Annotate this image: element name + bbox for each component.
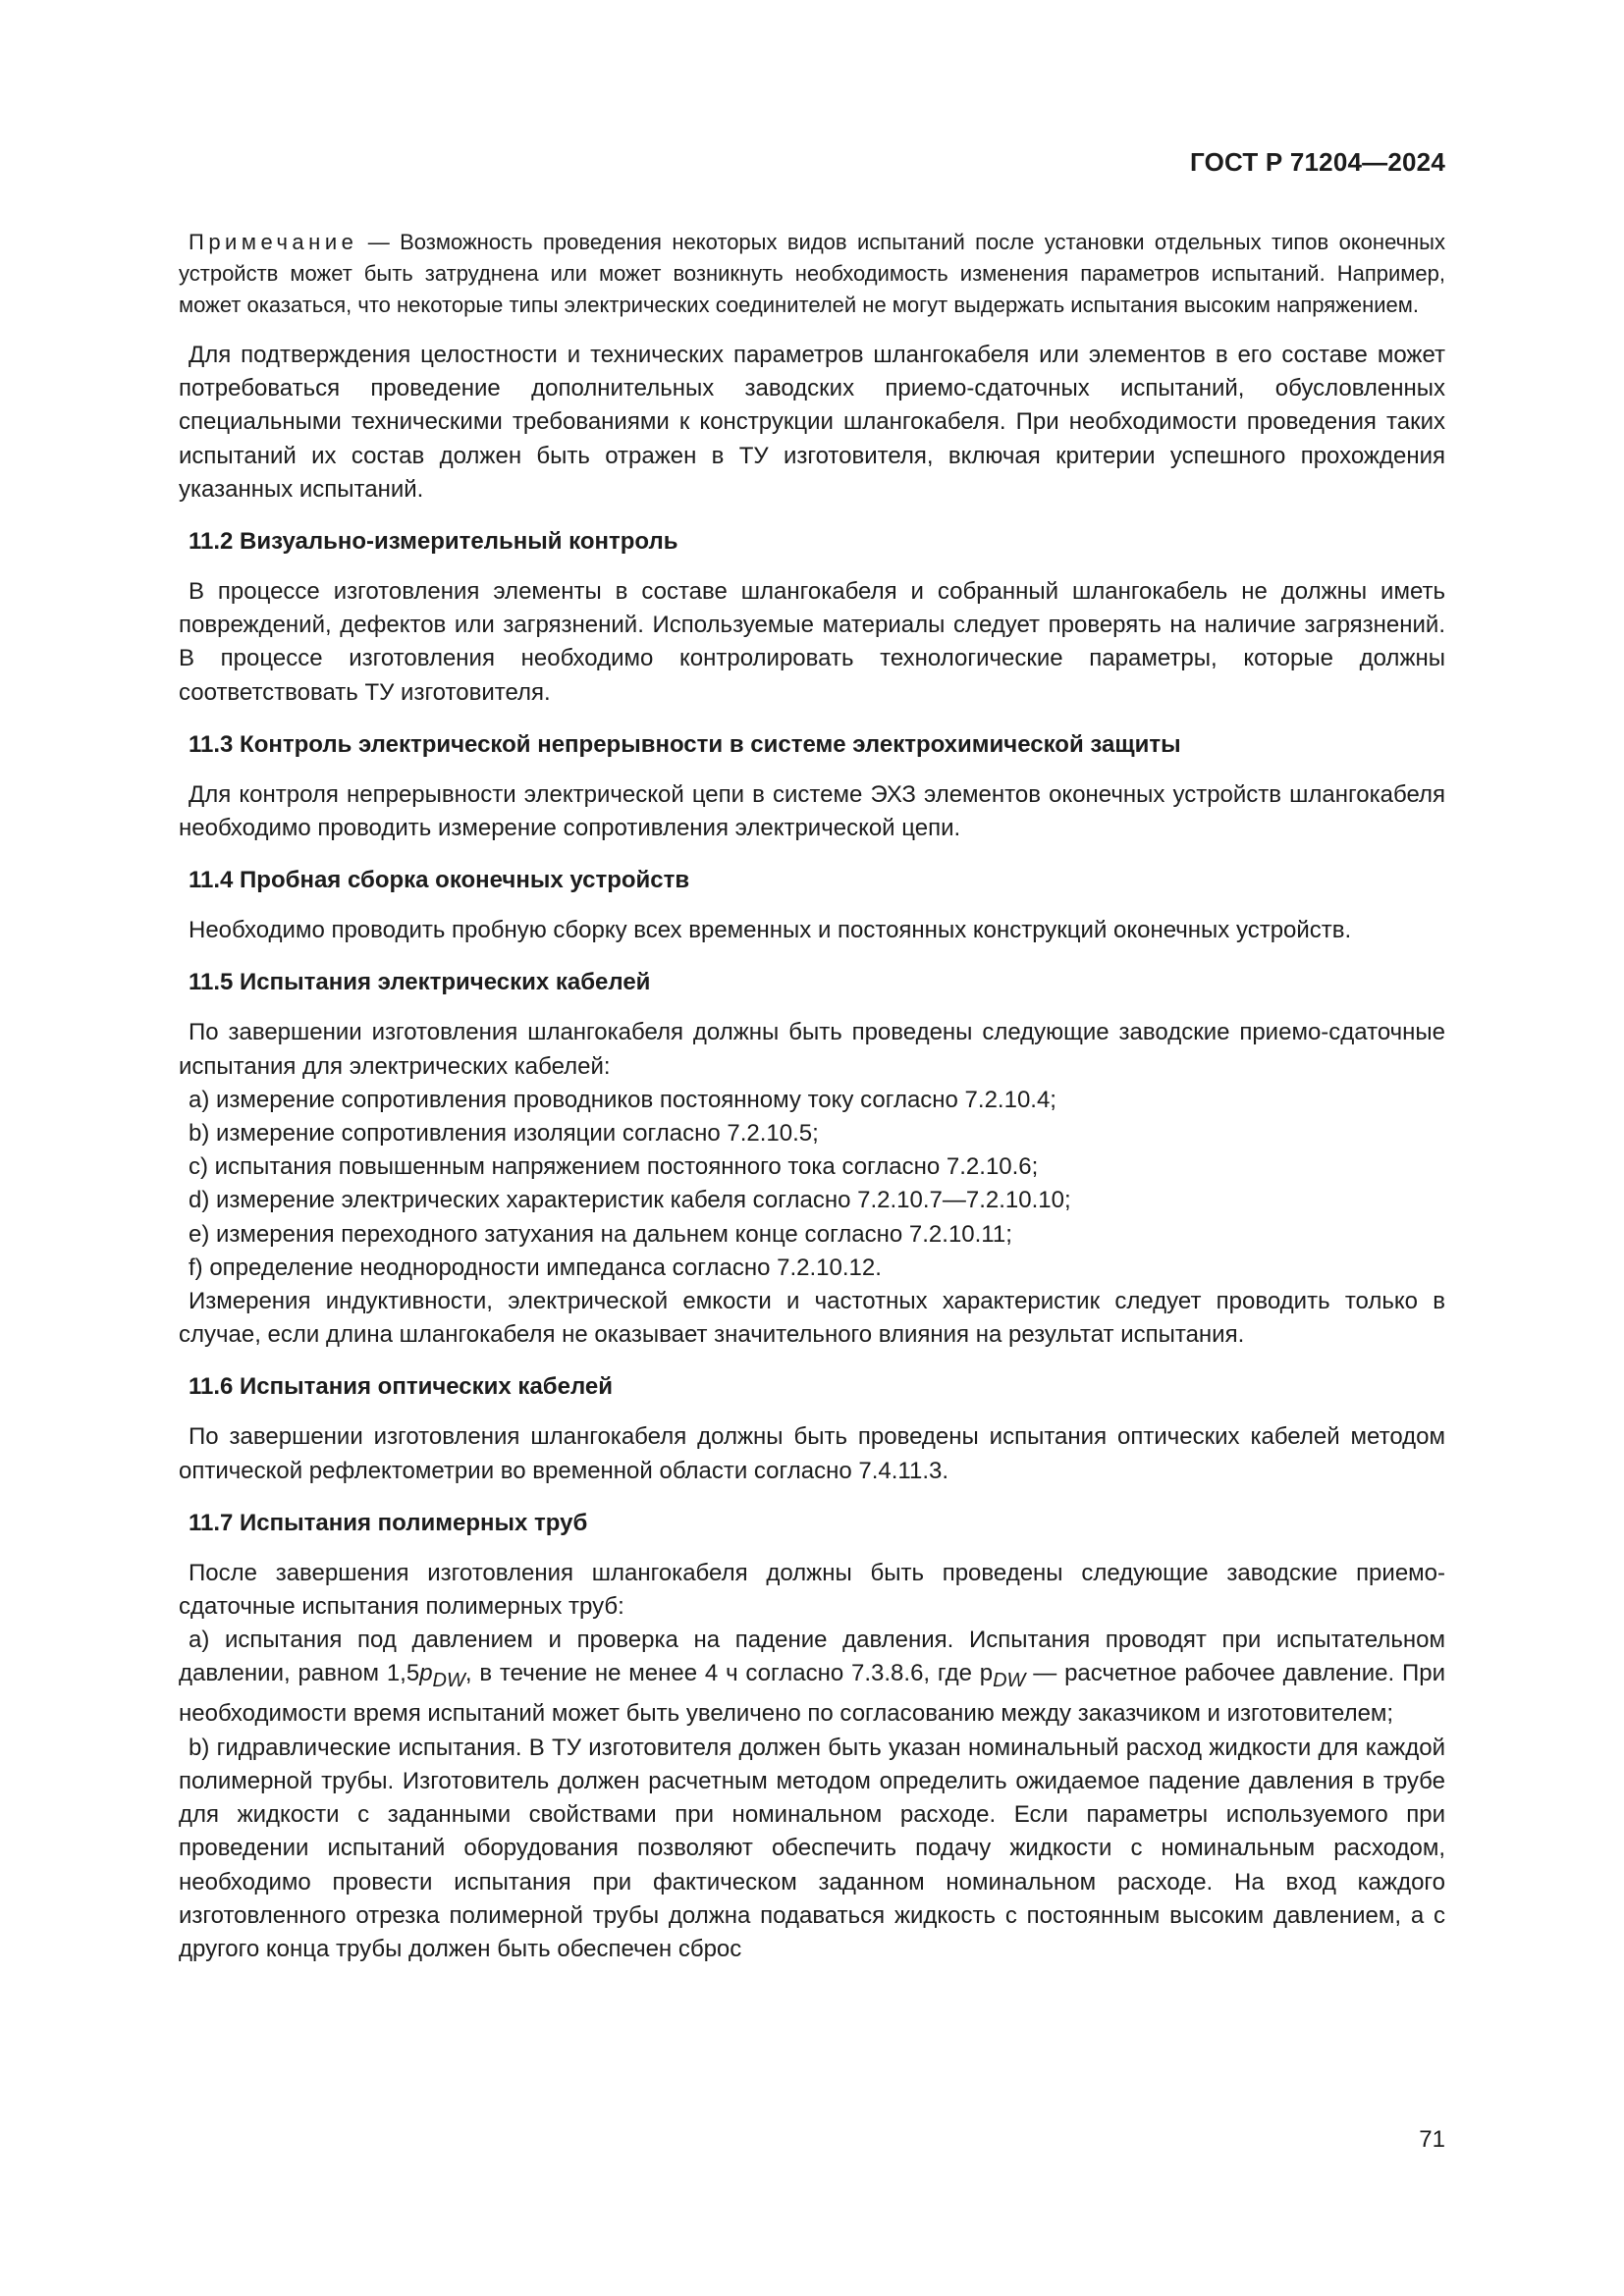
list-item: a) измерение сопротивления проводников постоянному току согласно 7.2.10.4; [189, 1086, 1056, 1113]
section-intro-11-5: По завершении изготовления шлангокабеля должны быть проведены следующие заводские приемо-сдаточные испытания для электрических кабелей: [179, 1019, 1445, 1080]
section-heading-11-3: 11.3 Контроль электрической непрерывности в системе электрохимической защиты [189, 730, 1181, 758]
section-heading-11-6: 11.6 Испытания оптических кабелей [189, 1373, 613, 1401]
pressure-subscript-2: DW [993, 1670, 1026, 1692]
item-a-part1: a) испытания под давлением и проверка на падение давления. Испытания проводят при испытательном давлении, равном 1,5 [179, 1627, 1445, 1687]
list-item: c) испытания повышенным напряжением постоянного тока согласно 7.2.10.6; [189, 1153, 1039, 1181]
list-item: f) определение неоднородности импеданса согласно 7.2.10.12. [189, 1254, 882, 1281]
section-text-11-6: По завершении изготовления шлангокабеля должны быть проведены испытания оптических кабелей методом оптической рефлектометрии во временной области согласно 7.4.11.3. [179, 1423, 1445, 1484]
section-text-11-3: Для контроля непрерывности электрической цепи в системе ЭХЗ элементов оконечных устройств шлангокабеля необходимо проводить измерение сопротивления электрической цепи. [179, 780, 1445, 842]
intro-paragraph: Для подтверждения целостности и технических параметров шлангокабеля или элементов в его составе может потребоваться проведение дополнительных заводских приемо-сдаточных испытаний, обусловленных специальными техническими требованиями к конструкции шлангокабеля. При необходимости проведения таких испытаний их состав должен быть отражен в ТУ изготовителя, включая критерии успешного прохождения указанных испытаний. [179, 342, 1445, 503]
note [179, 227, 1445, 321]
section-intro-11-7: После завершения изготовления шлангокабеля должны быть проведены следующие заводские приемо-сдаточные испытания полимерных труб: [179, 1559, 1445, 1621]
item-a-part2: , в течение не менее 4 ч согласно 7.3.8.6, где p [464, 1660, 994, 1687]
note-label: Примечание [189, 230, 358, 254]
pressure-subscript: DW [432, 1670, 465, 1692]
list-item: b) измерение сопротивления изоляции согласно 7.2.10.5; [189, 1120, 819, 1148]
note-text: — Возможность проведения некоторых видов испытаний после установки отдельных типов оконечных устройств может быть затруднена или может возникнуть необходимость изменения параметров испытаний. Например, может оказаться, что некоторые типы электрических соединителей не могут выдержать испытания высоким напряжением. [179, 230, 1445, 317]
section-heading-11-5: 11.5 Испытания электрических кабелей [189, 969, 651, 996]
list-item: e) измерения переходного затухания на дальнем конце согласно 7.2.10.11; [189, 1220, 1012, 1248]
list-item-b: b) гидравлические испытания. В ТУ изготовителя должен быть указан номинальный расход жидкости для каждой полимерной трубы. Изготовитель должен расчетным методом определить ожидаемое падение давления в трубе для жидкости с заданными свойствами при номинальном расходе. Если параметры используемого при проведении испытаний оборудования позволяют обеспечить подачу жидкости с номинальным расходом, необходимо провести испытания при фактическом заданном номинальном расходе. На вход каждого изготовленного отрезка полимерной трубы должна подаваться жидкость с постоянным высоким давлением, а с другого конца трубы должен быть обеспечен сброс [179, 1734, 1445, 1962]
section-heading-11-7: 11.7 Испытания полимерных труб [189, 1509, 588, 1536]
pressure-symbol: p [419, 1660, 433, 1687]
page-number: 71 [1419, 2126, 1445, 2153]
section-closing-11-5: Измерения индуктивности, электрической емкости и частотных характеристик следует проводить только в случае, если длина шлангокабеля не оказывает значительного влияния на результат испытания. [179, 1288, 1445, 1349]
document-id: ГОСТ Р 71204—2024 [1190, 147, 1445, 177]
document-body [179, 227, 1445, 1966]
section-text-11-4: Необходимо проводить пробную сборку всех временных и постоянных конструкций оконечных устройств. [189, 917, 1352, 944]
section-text-11-2: В процессе изготовления элементы в составе шлангокабеля и собранный шлангокабель не должны иметь повреждений, дефектов или загрязнений. Используемые материалы следует проверять на наличие загрязнений. В процессе изготовления необходимо контролировать технологические параметры, которые должны соответствовать ТУ изготовителя. [179, 578, 1445, 706]
list-item-a [179, 1624, 1445, 1731]
section-heading-11-2: 11.2 Визуально-измерительный контроль [189, 528, 678, 556]
document-page [179, 0, 1445, 2296]
item-a-part3: — расчетное рабочее давление. При необходимости время испытаний может быть увеличено по согласованию между заказчиком и изготовителем; [179, 1660, 1445, 1728]
list-item: d) измерение электрических характеристик кабеля согласно 7.2.10.7—7.2.10.10; [189, 1187, 1071, 1214]
section-heading-11-4: 11.4 Пробная сборка оконечных устройств [189, 867, 690, 894]
